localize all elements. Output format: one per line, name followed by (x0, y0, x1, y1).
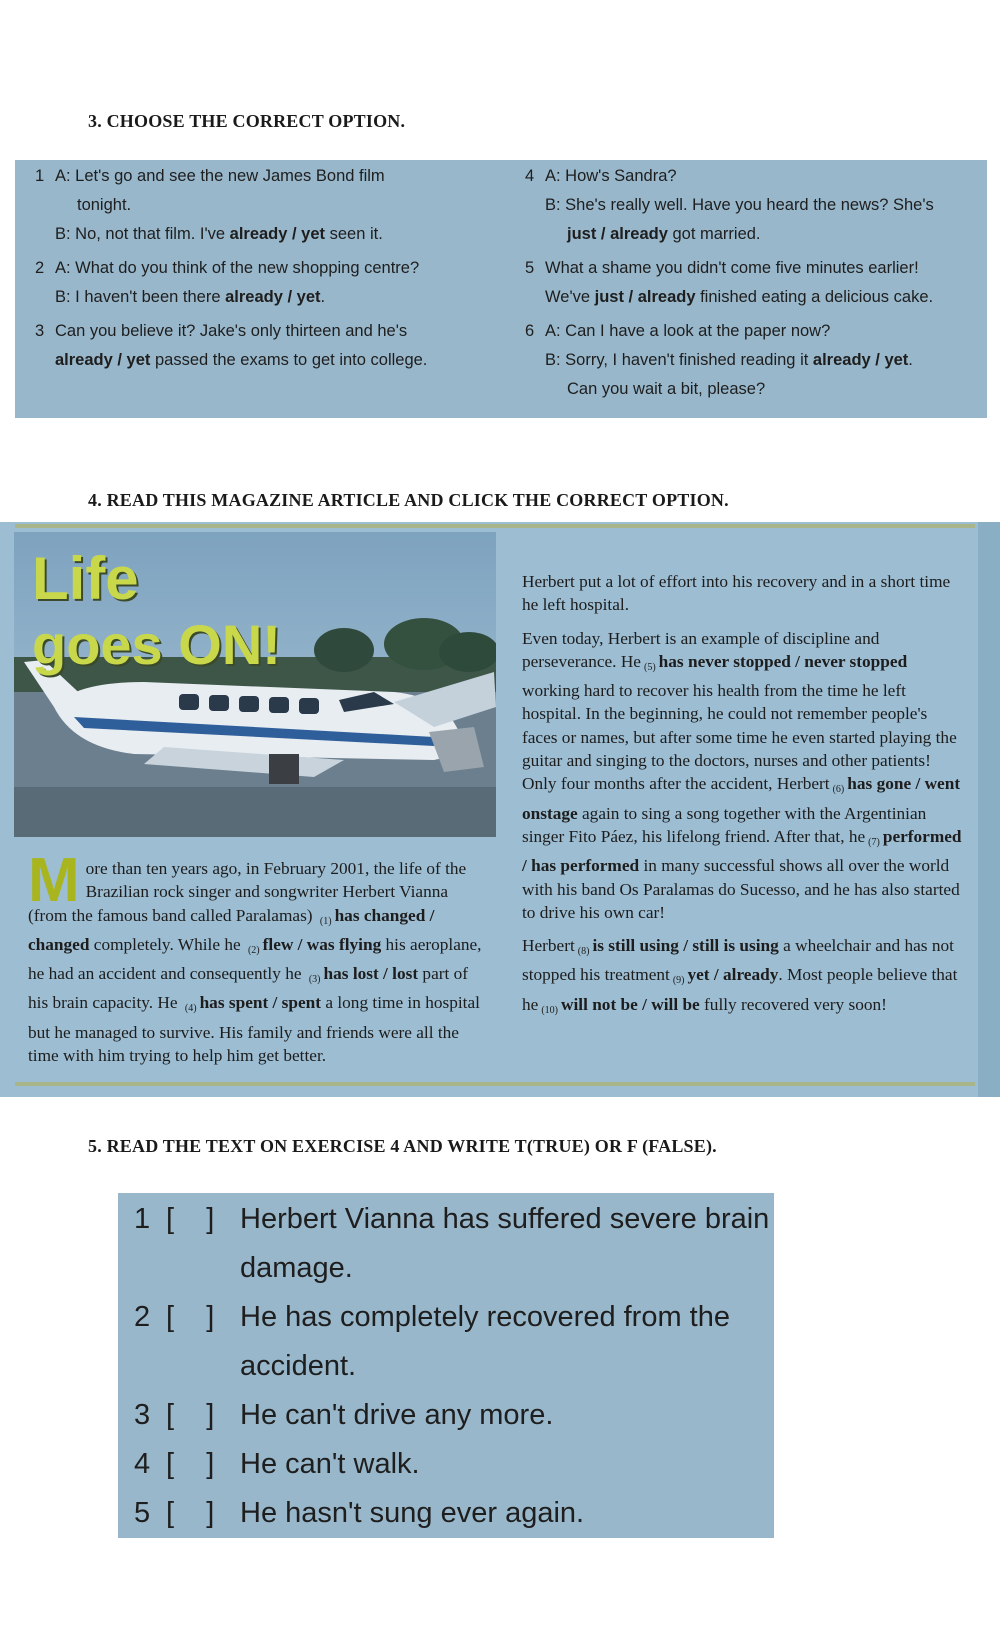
gap-number: (6) (832, 784, 845, 796)
item-number: 1 (134, 1203, 151, 1235)
text: . (908, 351, 913, 369)
title-line-1: Life (32, 545, 139, 612)
article-right-column (522, 570, 967, 1032)
answer-box[interactable]: [ ] (166, 1497, 215, 1529)
exercise-4-heading: 4. READ THIS MAGAZINE ARTICLE AND CLICK THE CORRECT OPTION. (88, 490, 729, 510)
ex3-item-1 (35, 162, 505, 249)
article-title (32, 545, 281, 676)
option-choice[interactable]: already / yet (812, 351, 909, 369)
item-number: 5 (134, 1497, 151, 1529)
ex3-item-6 (525, 317, 980, 404)
exercise-5-heading: 5. READ THE TEXT ON EXERCISE 4 AND WRITE T(TRUE) OR F (FALSE). (88, 1136, 717, 1156)
item-line: A: How's Sandra? (545, 167, 677, 185)
text: B: No, not that film. I've (55, 225, 230, 243)
gap-number: (9) (672, 975, 685, 987)
title-line-2: goes ON! (32, 613, 281, 676)
paragraph: Herbert put a lot of effort into his recovery and in a short time he left hospital. (522, 572, 951, 615)
item-number: 3 (35, 322, 45, 340)
option-choice[interactable]: just / already (567, 225, 668, 243)
ex3-item-3 (35, 317, 505, 375)
exercise-4-article (0, 522, 1000, 1097)
option-choice[interactable]: has spent / spent (199, 993, 322, 1013)
ex3-item-2 (35, 254, 505, 312)
item-number: 4 (134, 1448, 151, 1480)
option-choice[interactable]: already / yet (229, 225, 326, 243)
divider (15, 524, 975, 528)
page-edge (978, 522, 1000, 1097)
option-choice[interactable]: has lost / lost (323, 964, 419, 984)
text: completely. While he (89, 934, 241, 954)
text: B: I haven't been there (55, 288, 226, 306)
item-line (525, 283, 980, 312)
option-choice[interactable]: flew / was flying (262, 934, 382, 954)
text: finished eating a delicious cake. (695, 288, 934, 306)
text: Herbert (522, 936, 575, 956)
exercise-3-right-column (525, 162, 980, 404)
exercise-3-left-column (35, 162, 505, 375)
exercise-3-panel (15, 160, 987, 418)
paragraph (522, 934, 967, 1022)
item-line: Can you wait a bit, please? (567, 380, 766, 398)
text: part of his brain capacity. He (28, 964, 469, 1013)
option-choice[interactable]: yet / already (687, 965, 779, 985)
item-line: What a shame you didn't come five minutes earlier! (545, 259, 919, 277)
item-line (35, 220, 505, 249)
item-line (35, 346, 505, 375)
statement: He hasn't sung ever again. (240, 1497, 585, 1529)
gap-number: (7) (868, 836, 880, 848)
ex3-item-5 (525, 254, 980, 312)
option-choice[interactable]: just / already (594, 288, 696, 306)
text: in many successful shows all over the world with his band Os Paralamas do Sucesso, and he has also started to drive his own car! (522, 856, 960, 922)
option-choice[interactable]: has gone / went onstage (522, 774, 961, 823)
text: . (320, 288, 326, 306)
gap-number: (10) (541, 1004, 558, 1016)
answer-box[interactable]: [ ] (166, 1203, 215, 1235)
option-choice[interactable]: already / yet (55, 351, 151, 369)
statement: damage. (240, 1252, 353, 1284)
answer-box[interactable]: [ ] (166, 1448, 215, 1480)
statement: He has completely recovered from the (240, 1301, 730, 1333)
option-choice[interactable]: has changed / changed (28, 905, 435, 954)
item-line (525, 220, 980, 249)
item-number: 3 (134, 1399, 151, 1431)
text: a long time in hospital but he managed to survive. His family and friends were all the time with him trying to help him get better. (28, 993, 480, 1066)
text: working hard to recover his health from the time he left hospital. In the beginning, he could not remember people's faces or names, but after some time he even started playing the guitar and singing to the doctors, nurses and other patients! Only four months after the accident, Herbert (522, 681, 957, 794)
answer-box[interactable]: [ ] (166, 1399, 215, 1431)
gap-number: (4) (184, 1003, 197, 1015)
airplane-photo (14, 532, 496, 837)
divider (15, 1082, 975, 1086)
gap-number: (3) (308, 974, 321, 986)
paragraph (522, 627, 967, 925)
text: passed the exams to get into college. (150, 351, 428, 369)
text: again to sing a song together with the Argentinian singer Fito Páez, his lifelong friend. After that, he (522, 803, 927, 846)
gap-number: (2) (247, 944, 260, 956)
item-number: 1 (35, 167, 45, 185)
statement: He can't walk. (240, 1448, 420, 1480)
item-line: tonight. (77, 196, 132, 214)
item-line: Can you believe it? Jake's only thirteen and he's (55, 322, 408, 340)
text: Even today, Herbert is an example of discipline and perseverance. He (522, 628, 880, 671)
item-number: 5 (525, 259, 535, 277)
gap-number: (1) (319, 915, 332, 927)
text: We've (545, 288, 595, 306)
gap-number: (5) (643, 661, 656, 673)
exercise-3-heading: 3. CHOOSE THE CORRECT OPTION. (88, 111, 406, 131)
statement: Herbert Vianna has suffered severe brain (240, 1203, 770, 1235)
statement: accident. (240, 1350, 357, 1382)
item-line: B: She's really well. Have you heard the news? She's (545, 196, 934, 214)
article-left-column (28, 846, 488, 1067)
item-number: 6 (525, 322, 535, 340)
item-line: A: Can I have a look at the paper now? (545, 322, 831, 340)
exercise-5-panel (118, 1193, 774, 1538)
item-number: 4 (525, 167, 535, 185)
item-line: A: What do you think of the new shopping centre? (55, 259, 420, 277)
item-number: 2 (134, 1301, 151, 1333)
item-line: A: Let's go and see the new James Bond film (55, 167, 385, 185)
text: . Most people believe that he (522, 965, 958, 1014)
text: seen it. (325, 225, 383, 243)
item-line (525, 346, 980, 375)
answer-box[interactable]: [ ] (166, 1301, 215, 1333)
option-choice[interactable]: will not be / will be (560, 994, 700, 1014)
option-choice[interactable]: has never stopped / never stopped (658, 651, 908, 671)
option-choice[interactable]: already / yet (225, 288, 321, 306)
item-line (35, 283, 505, 312)
text: his aeroplane, he had an accident and consequently he (28, 934, 482, 984)
text: ore than ten years ago, in February 2001, the life of the Brazilian rock singer and songwriter Herbert Vianna (from the famous band called Paralamas) (28, 859, 467, 925)
ex3-item-4 (525, 162, 980, 249)
option-choice[interactable]: is still using / still is using (592, 936, 779, 956)
gap-number: (8) (577, 946, 590, 958)
option-choice[interactable]: performed / has performed (522, 826, 962, 876)
text: a wheelchair and has not stopped his treatment (522, 936, 954, 985)
text: fully recovered very soon! (699, 994, 887, 1014)
statement: He can't drive any more. (240, 1399, 554, 1431)
item-number: 2 (35, 259, 45, 277)
text: B: Sorry, I haven't finished reading it (545, 351, 813, 369)
text: got married. (667, 225, 761, 243)
dropcap-letter: M (28, 846, 80, 915)
